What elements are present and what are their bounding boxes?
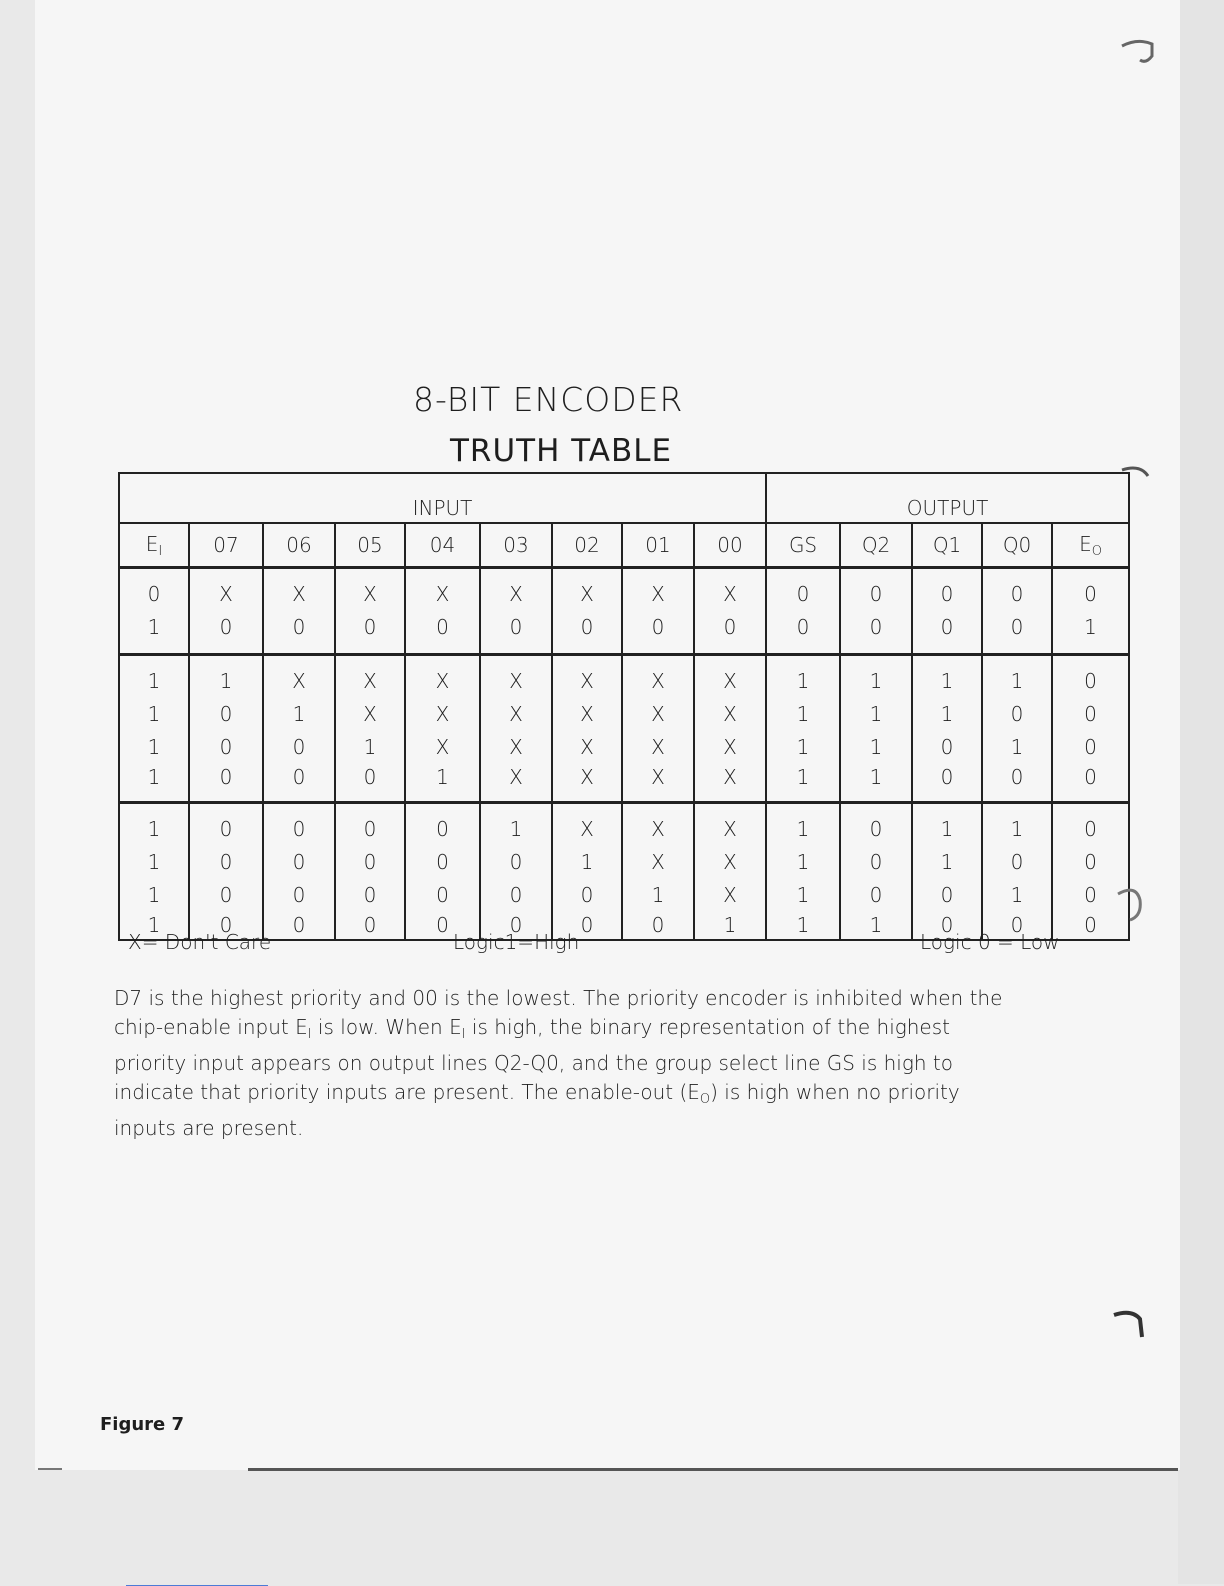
table-cell: 0 (189, 610, 263, 655)
ei-subscript: I (307, 1027, 312, 1042)
binder-hole-mark-mid (1118, 460, 1158, 490)
table-row (119, 803, 1129, 846)
col-d5-header: 05 (335, 523, 405, 568)
description-line-4 (114, 1078, 1104, 1114)
table-cell: 0 (189, 845, 263, 878)
table-cell: 1 (119, 610, 189, 655)
table-cell: 1 (840, 763, 912, 803)
table-cell: 1 (119, 697, 189, 730)
table-cell: X (480, 655, 552, 698)
table-cell: 1 (263, 697, 335, 730)
table-row (119, 697, 1129, 730)
table-cell: X (405, 655, 480, 698)
table-cell: 0 (1052, 730, 1129, 763)
table-cell: X (694, 845, 766, 878)
table-cell: 0 (480, 845, 552, 878)
table-cell: X (694, 803, 766, 846)
table-cell: 0 (840, 610, 912, 655)
table-cell: 1 (982, 730, 1052, 763)
table-cell: X (622, 730, 694, 763)
table-cell: X (405, 730, 480, 763)
table-cell: 0 (1052, 697, 1129, 730)
table-cell: 1 (766, 911, 840, 940)
col-d3-header: 03 (480, 523, 552, 568)
table-cell: X (694, 763, 766, 803)
footer-rule-short (38, 1468, 62, 1470)
table-cell: 1 (189, 655, 263, 698)
table-cell: 1 (335, 730, 405, 763)
table-cell: 0 (840, 803, 912, 846)
table-cell: 0 (189, 878, 263, 911)
table-cell: 0 (552, 610, 622, 655)
page-title: 8-BIT ENCODER (413, 380, 684, 419)
table-cell: 0 (552, 878, 622, 911)
table-cell: X (405, 697, 480, 730)
table-cell: 1 (766, 697, 840, 730)
table-cell: 1 (766, 730, 840, 763)
table-cell: 0 (912, 568, 982, 611)
table-cell: X (694, 568, 766, 611)
table-cell: 1 (912, 655, 982, 698)
table-cell: 0 (405, 911, 480, 940)
description-paragraph (114, 984, 1104, 1143)
table-cell: 1 (840, 730, 912, 763)
description-line-3: priority input appears on output lines Q2-Q0, and the group select line GS is high to (114, 1051, 953, 1075)
table-cell: X (694, 655, 766, 698)
table-cell: X (552, 568, 622, 611)
table-cell: X (335, 697, 405, 730)
table-cell: 0 (263, 803, 335, 846)
table-cell: 0 (480, 610, 552, 655)
table-cell: 1 (766, 655, 840, 698)
table-cell: X (480, 763, 552, 803)
col-q2-header: Q2 (840, 523, 912, 568)
input-group-label: INPUT (119, 473, 766, 523)
table-cell: 0 (405, 878, 480, 911)
table-cell: 1 (694, 911, 766, 940)
table-cell: 0 (189, 911, 263, 940)
table-cell: 0 (912, 730, 982, 763)
binder-hole-mark-top (1118, 30, 1158, 70)
table-cell: 1 (119, 763, 189, 803)
table-cell: 0 (263, 730, 335, 763)
col-eo-header: $E_O$ (1052, 523, 1129, 568)
table-cell: 0 (480, 878, 552, 911)
table-cell: X (622, 763, 694, 803)
table-cell: X (480, 730, 552, 763)
table-cell: 1 (119, 911, 189, 940)
table-cell: 0 (552, 911, 622, 940)
table-cell: 0 (263, 845, 335, 878)
table-cell: 1 (766, 763, 840, 803)
truth-table (118, 472, 1130, 941)
table-cell: 0 (766, 610, 840, 655)
legend-logic-0: Logic 0 = Low (920, 930, 1060, 954)
table-cell: 0 (335, 610, 405, 655)
table-cell: X (622, 803, 694, 846)
col-d4-header: 04 (405, 523, 480, 568)
table-cell: 0 (119, 568, 189, 611)
table-cell: 0 (405, 610, 480, 655)
table-row (119, 730, 1129, 763)
col-d7-header: 07 (189, 523, 263, 568)
output-group-label: OUTPUT (766, 473, 1129, 523)
col-q0-header: Q0 (982, 523, 1052, 568)
eo-subscript: O (699, 1092, 711, 1107)
table-cell: 0 (335, 803, 405, 846)
table-cell: X (622, 568, 694, 611)
table-cell: X (480, 697, 552, 730)
table-cell: 0 (335, 763, 405, 803)
description-line-2-part-1: chip-enable input E (114, 1015, 308, 1039)
table-cell: X (622, 845, 694, 878)
description-line-4-part-2: ) is high when no priority (710, 1080, 960, 1104)
table-cell: 0 (405, 803, 480, 846)
table-cell: 0 (912, 911, 982, 940)
table-cell: 0 (1052, 911, 1129, 940)
table-cell: 1 (982, 803, 1052, 846)
table-cell: 0 (982, 610, 1052, 655)
figure-label: Figure 7 (100, 1414, 185, 1435)
table-cell: X (480, 568, 552, 611)
col-d1-header: 01 (622, 523, 694, 568)
table-cell: 0 (982, 697, 1052, 730)
col-q1-header: Q1 (912, 523, 982, 568)
table-cell: 1 (119, 878, 189, 911)
table-cell: 0 (189, 730, 263, 763)
table-cell: 0 (189, 803, 263, 846)
table-cell: X (552, 803, 622, 846)
table-cell: 0 (912, 610, 982, 655)
table-row (119, 610, 1129, 655)
table-cell: 0 (766, 568, 840, 611)
description-line-2 (114, 1013, 1104, 1049)
table-cell: X (189, 568, 263, 611)
table-cell: 1 (912, 697, 982, 730)
table-cell: X (622, 655, 694, 698)
table-cell: 1 (119, 655, 189, 698)
description-line-2-part-3: is high, the binary representation of the highest (465, 1015, 951, 1039)
table-cell: 0 (982, 568, 1052, 611)
table-cell: 0 (840, 878, 912, 911)
binder-hole-mark-table (1112, 880, 1152, 930)
table-cell: 0 (1052, 568, 1129, 611)
table-cell: 0 (335, 845, 405, 878)
table-cell: 1 (912, 845, 982, 878)
table-cell: 1 (766, 878, 840, 911)
table-cell: 0 (263, 911, 335, 940)
table-cell: X (694, 878, 766, 911)
table-cell: X (263, 655, 335, 698)
table-cell: 1 (982, 655, 1052, 698)
table-cell: 0 (694, 610, 766, 655)
table-cell: 0 (189, 763, 263, 803)
table-cell: 0 (335, 878, 405, 911)
table-cell: 1 (840, 911, 912, 940)
table-cell: X (335, 655, 405, 698)
table-cell: 0 (1052, 655, 1129, 698)
table-cell: X (552, 655, 622, 698)
description-line-5: inputs are present. (114, 1116, 304, 1140)
table-cell: X (405, 568, 480, 611)
table-group-header-row (119, 473, 1129, 523)
table-cell: 1 (119, 803, 189, 846)
table-cell: 0 (1052, 763, 1129, 803)
table-cell: X (552, 697, 622, 730)
table-cell: 0 (480, 911, 552, 940)
col-d2-header: 02 (552, 523, 622, 568)
table-cell: 1 (840, 655, 912, 698)
table-cell: 0 (405, 845, 480, 878)
ei-subscript: I (461, 1027, 466, 1042)
table-cell: 1 (119, 730, 189, 763)
table-cell: X (694, 730, 766, 763)
legend-logic-1: Logic1=High (453, 930, 580, 954)
page-subtitle: TRUTH TABLE (450, 433, 673, 469)
table-cell: 0 (912, 763, 982, 803)
table-cell: X (694, 697, 766, 730)
table-cell: 1 (119, 845, 189, 878)
table-cell: 0 (1052, 845, 1129, 878)
table-cell: 0 (982, 763, 1052, 803)
description-line-2-part-2: is low. When E (311, 1015, 462, 1039)
table-cell: X (552, 730, 622, 763)
page-edge-shadow (1178, 0, 1224, 1584)
table-cell: 1 (912, 803, 982, 846)
table-cell: 0 (1052, 878, 1129, 911)
table-cell: 0 (263, 610, 335, 655)
table-cell: X (335, 568, 405, 611)
table-cell: 1 (766, 803, 840, 846)
table-row (119, 655, 1129, 698)
table-body (119, 568, 1129, 941)
table-row (119, 763, 1129, 803)
table-cell: 0 (982, 845, 1052, 878)
table-cell: X (263, 568, 335, 611)
table-cell: 1 (840, 697, 912, 730)
col-gs-header: GS (766, 523, 840, 568)
description-line-4-part-1: indicate that priority inputs are present. The enable-out (E (114, 1080, 700, 1104)
table-row (119, 568, 1129, 611)
table-row (119, 878, 1129, 911)
table-cell: 0 (622, 610, 694, 655)
table-cell: 1 (622, 878, 694, 911)
table-cell: 0 (1052, 803, 1129, 846)
table-cell: 1 (1052, 610, 1129, 655)
table-column-header-row (119, 523, 1129, 568)
table-cell: 0 (840, 845, 912, 878)
legend-dont-care: X= Don't Care (128, 930, 272, 954)
col-d0-header: 00 (694, 523, 766, 568)
table-cell: 0 (912, 878, 982, 911)
table-cell: 1 (552, 845, 622, 878)
table-cell: 0 (263, 763, 335, 803)
table-cell: 0 (982, 911, 1052, 940)
col-d6-header: 06 (263, 523, 335, 568)
table-cell: X (552, 763, 622, 803)
description-line-1: D7 is the highest priority and 00 is the lowest. The priority encoder is inhibited when the (114, 986, 1003, 1010)
table-cell: 1 (982, 878, 1052, 911)
table-cell: 0 (335, 911, 405, 940)
table-cell: 0 (840, 568, 912, 611)
table-row (119, 845, 1129, 878)
footer-rule (248, 1468, 1178, 1471)
table-cell: 0 (189, 697, 263, 730)
col-ei-header: $E_I$ (119, 523, 189, 568)
binder-hole-mark-bottom (1110, 1305, 1150, 1345)
table-cell: 0 (263, 878, 335, 911)
table-cell: 1 (405, 763, 480, 803)
table-cell: 1 (766, 845, 840, 878)
table-cell: X (622, 697, 694, 730)
table-cell: 0 (622, 911, 694, 940)
table-cell: 1 (480, 803, 552, 846)
